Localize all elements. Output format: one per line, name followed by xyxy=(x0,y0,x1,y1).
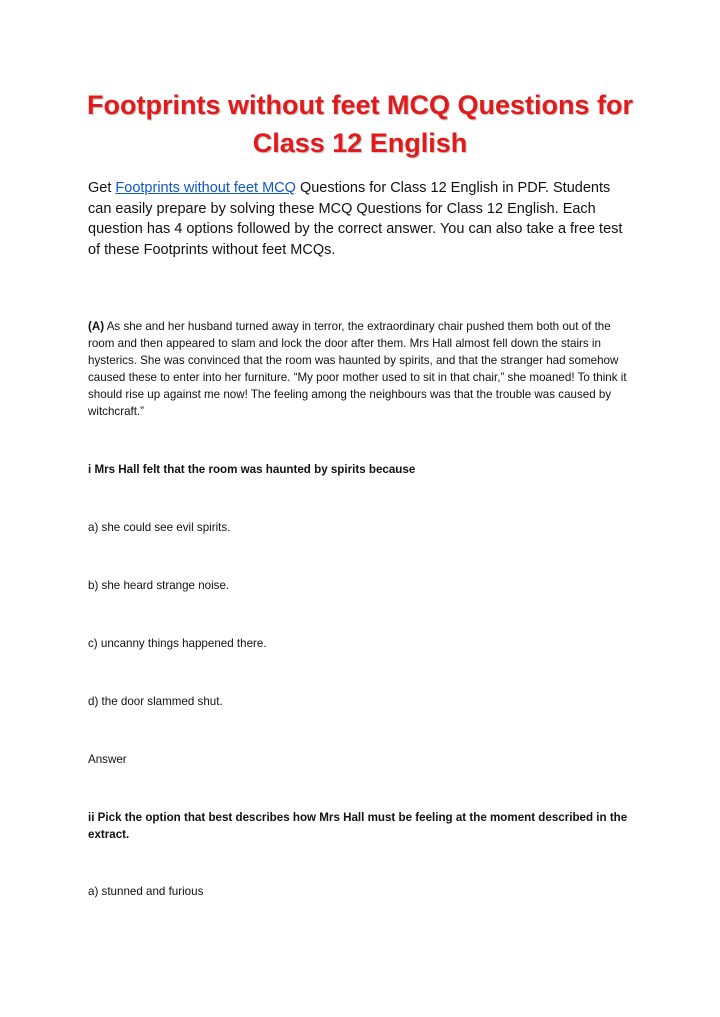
question-2-option-a: a) stunned and furious xyxy=(88,885,204,898)
passage-text: As she and her husband turned away in terror, the extraordinary chair pushed them both out of the room and then appeared to slam and lock the door after them. Mrs Hall almost fell down the stairs in hysterics. She was convinced that the room was haunted by spirits, and that the stranger had somehow caused these to enter into her furniture. “My poor mother used to sit in that chair,” she moaned! To think it should rise up against me now! The feeling among the neighbours was that the trouble was caused by witchcraft.” xyxy=(88,320,627,418)
passage-extract xyxy=(88,318,633,420)
passage-label: (A) xyxy=(88,320,105,333)
question-2: ii Pick the option that best describes how Mrs Hall must be feeling at the moment described in the extract. xyxy=(88,811,628,841)
question-1-option-c: c) uncanny things happened there. xyxy=(88,637,267,650)
intro-prefix: Get xyxy=(88,180,116,196)
intro-suffix: Questions for Class 12 English in PDF. Students can easily prepare by solving these MCQ Questions for Class 12 English. Each question has 4 options followed by the correct answer. You can also take a free test of these Footprints without feet MCQs. xyxy=(88,180,623,258)
footprints-mcq-link[interactable]: Footprints without feet MCQ xyxy=(115,180,296,196)
question-1-option-b: b) she heard strange noise. xyxy=(88,579,230,592)
question-1-option-d: d) the door slammed shut. xyxy=(88,695,223,708)
page-title: Footprints without feet MCQ Questions for Class 12 English xyxy=(87,90,633,158)
question-1: i Mrs Hall felt that the room was haunted by spirits because xyxy=(88,463,416,476)
question-1-option-a: a) she could see evil spirits. xyxy=(88,521,231,534)
question-1-answer-label: Answer xyxy=(88,753,127,766)
intro-paragraph xyxy=(88,178,633,260)
